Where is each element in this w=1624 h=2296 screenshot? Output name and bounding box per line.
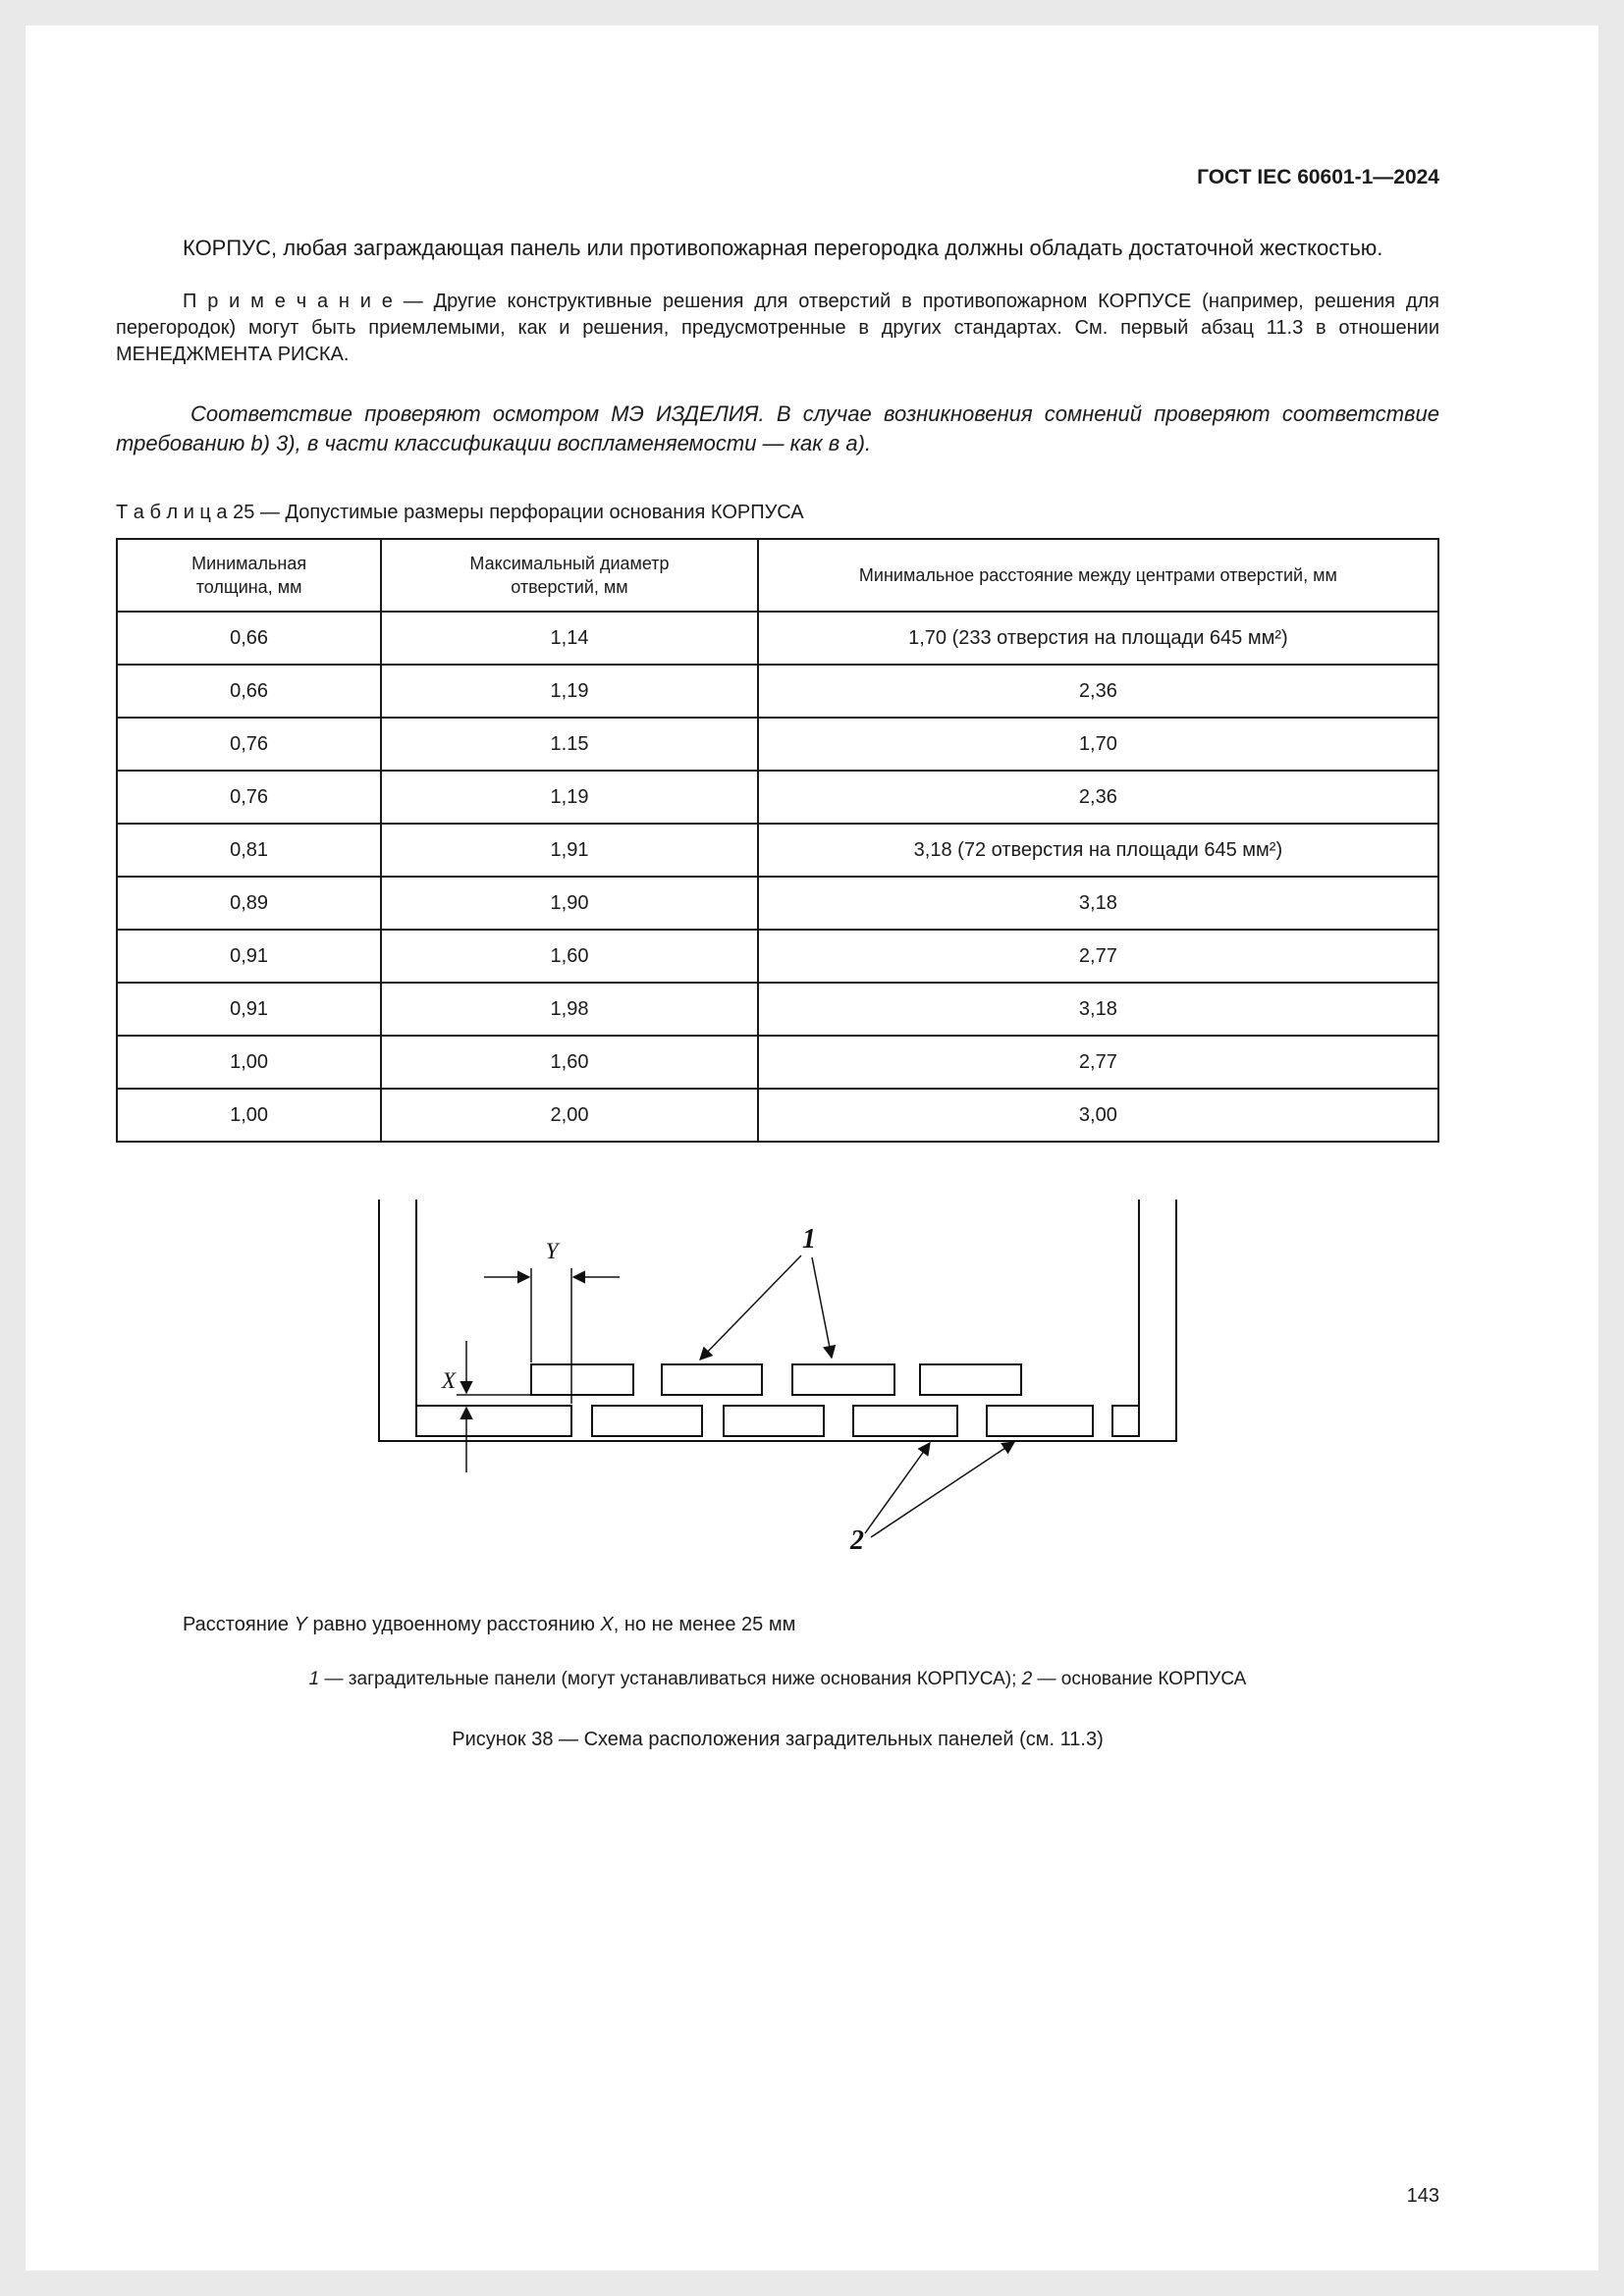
cell-diameter: 1,60 (381, 1036, 758, 1089)
col-header-text: Минимальная толщина, мм (191, 554, 307, 597)
figure-ref-label-2: 2 (850, 1525, 864, 1556)
base-segment-rect (987, 1406, 1093, 1436)
cell-thickness: 0,66 (117, 665, 381, 718)
base-segment-rect (1112, 1406, 1139, 1436)
legend-text-2: — основание КОРПУСА (1032, 1669, 1247, 1689)
cell-diameter: 1,19 (381, 665, 758, 718)
col-header-text: Максимальный диаметр отверстий, мм (469, 554, 670, 597)
cell-diameter: 1,60 (381, 930, 758, 983)
baffle-arrangement-diagram (368, 1194, 1187, 1567)
cell-thickness: 0,91 (117, 983, 381, 1036)
table-row (117, 612, 1438, 665)
compliance-paragraph: Соответствие проверяют осмотром МЭ ИЗДЕЛИЯ. В случае возникновения сомнений проверяют соответствие требованию b) 3), в части классификации воспламеняемости — как в a). (116, 401, 1439, 455)
cell-distance: 3,00 (758, 1089, 1438, 1142)
cell-diameter: 1.15 (381, 718, 758, 771)
page-content (26, 26, 1598, 1752)
table-row (117, 771, 1438, 824)
table-header-row (117, 539, 1438, 612)
table-row (117, 983, 1438, 1036)
standard-designation: ГОСТ IEC 60601-1—2024 (1197, 166, 1439, 188)
figure-38 (116, 1194, 1439, 1567)
baffle-panels (531, 1364, 1021, 1395)
cell-distance: 3,18 (758, 983, 1438, 1036)
cell-diameter: 2,00 (381, 1089, 758, 1142)
page-number: 143 (1406, 2185, 1439, 2207)
figure-ref-label-1: 1 (802, 1224, 816, 1255)
base-segment-rect (724, 1406, 824, 1436)
baffle-panel-rect (792, 1364, 894, 1395)
legend-text-1: — заградительные панели (могут устанавливаться ниже основания КОРПУСА); (319, 1669, 1022, 1689)
table-row (117, 1089, 1438, 1142)
legend-number-1: 1 (308, 1669, 320, 1689)
cell-distance: 1,70 (233 отверстия на площади 645 мм²) (758, 612, 1438, 665)
cell-distance: 2,77 (758, 1036, 1438, 1089)
table-caption: Т а б л и ц а 25 — Допустимые размеры перфорации основания КОРПУСА (116, 502, 804, 523)
figure-legend (116, 1667, 1439, 1691)
cell-distance: 2,36 (758, 771, 1438, 824)
col-header-max-diameter (381, 539, 758, 612)
figure-caption: Рисунок 38 — Схема расположения заградительных панелей (см. 11.3) (452, 1729, 1104, 1750)
perforation-size-table (116, 538, 1439, 1143)
enclosure-base-segments (416, 1406, 1139, 1436)
cell-thickness: 0,76 (117, 771, 381, 824)
legend-number-2: 2 (1021, 1669, 1033, 1689)
cell-distance: 2,77 (758, 930, 1438, 983)
cell-thickness: 0,91 (117, 930, 381, 983)
cell-thickness: 1,00 (117, 1089, 381, 1142)
cell-diameter: 1,91 (381, 824, 758, 877)
document-page (26, 26, 1598, 2270)
cell-thickness: 1,00 (117, 1036, 381, 1089)
col-header-min-thickness (117, 539, 381, 612)
baffle-panel-rect (531, 1364, 633, 1395)
base-segment-rect (592, 1406, 702, 1436)
figure-note-text: равно удвоенному расстоянию (306, 1614, 601, 1635)
cell-diameter: 1,14 (381, 612, 758, 665)
base-segment-rect (416, 1406, 571, 1436)
col-header-min-distance (758, 539, 1438, 612)
figure-dimension-note (183, 1612, 1439, 1637)
cell-thickness: 0,76 (117, 718, 381, 771)
table-row (117, 665, 1438, 718)
label-1-leaders (700, 1255, 832, 1360)
cell-distance: 3,18 (72 отверстия на площади 645 мм²) (758, 824, 1438, 877)
table-row (117, 718, 1438, 771)
cell-diameter: 1,98 (381, 983, 758, 1036)
cell-thickness: 0,66 (117, 612, 381, 665)
base-segment-rect (853, 1406, 957, 1436)
cell-thickness: 0,89 (117, 877, 381, 930)
figure-note-var-x: X (600, 1614, 614, 1635)
figure-note-text: , но не менее 25 мм (613, 1614, 796, 1635)
cell-diameter: 1,19 (381, 771, 758, 824)
baffle-panel-rect (920, 1364, 1021, 1395)
dimension-label-x: X (441, 1368, 457, 1393)
figure-note-var-y: Y (294, 1614, 307, 1635)
table-row (117, 824, 1438, 877)
body-paragraph: КОРПУС, любая заграждающая панель или противопожарная перегородка должны обладать достаточной жесткостью. (183, 236, 1383, 260)
note-paragraph: П р и м е ч а н и е — Другие конструктивные решения для отверстий в противопожарном КОРПУСЕ (например, решения для перегородок) могут быть приемлемыми, как и решения, предусмотренные в других стандартах. См. первый абзац 11.3 в отношении МЕНЕДЖМЕНТА РИСКА. (116, 291, 1439, 365)
cell-distance: 3,18 (758, 877, 1438, 930)
label-2-leaders (865, 1442, 1014, 1537)
dimension-label-y: Y (545, 1239, 559, 1263)
table-row (117, 930, 1438, 983)
baffle-panel-rect (662, 1364, 762, 1395)
cell-thickness: 0,81 (117, 824, 381, 877)
col-header-text: Минимальное расстояние между центрами отверстий, мм (858, 565, 1337, 585)
cell-distance: 1,70 (758, 718, 1438, 771)
figure-note-text: Расстояние (183, 1614, 295, 1635)
cell-distance: 2,36 (758, 665, 1438, 718)
table-row (117, 1036, 1438, 1089)
cell-diameter: 1,90 (381, 877, 758, 930)
table-row (117, 877, 1438, 930)
